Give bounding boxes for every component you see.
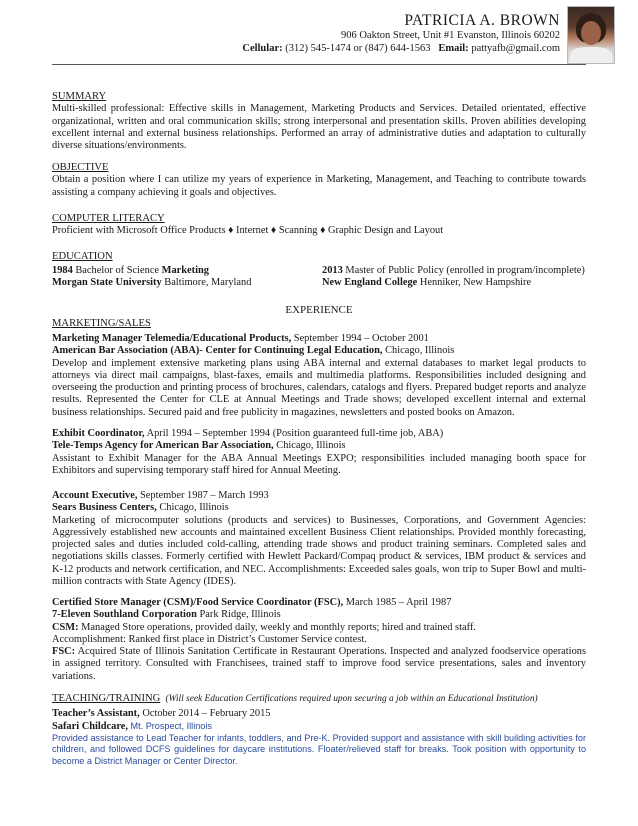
marketing-heading: MARKETING/SALES [52, 318, 151, 329]
job-description: Assistant to Exhibit Manager for the ABA Annual Meetings EXPO; responsibilities included managing booth space for Exhibitors and supervising temporary staff hired for Annual Meeting. [52, 452, 586, 476]
summary-heading: SUMMARY [52, 91, 107, 102]
phone-numbers: (312) 545-1474 or (847) 644-1563 [285, 43, 431, 54]
objective-text: Obtain a position where I can utilize my years of experience in Marketing, Management, and Teaching to contribute towards assisting a company achieving it goals and objectives. [52, 174, 586, 198]
header-divider [52, 64, 586, 65]
computer-literacy-text: Proficient with Microsoft Office Products ♦ Internet ♦ Scanning ♦ Graphic Design and Layout [52, 225, 444, 237]
email-label: Email: [438, 43, 469, 54]
marketing-section [52, 318, 586, 330]
job-description: Develop and implement extensive marketing plans using ABA internal and external databases to market legal products to attorneys via direct mail campaigns, blast-faxes, emails and multimedia platforms. Responsibilities included designing and overseeing the production and printing process of brochures, calendars, catalogs and flyers. Prepared budget reports and analyze results. Represented the Center for CLE at Annual Meetings and Trade shows; developed excellent internal and external business relationships. Secured paid and free publicity in magazines, newsletters and posted books on Amazon. [52, 357, 586, 418]
teaching-section: TEACHING/TRAINING (Will seek Education Certifications required upon securing a job within an Educational Institution) Teacher’s Assistant, October 2014 – February 2015 Safari Childcare, Mt. Prospect, Illinois Provided assistance to Lead Teacher for infants, toddlers, and Pre-K. Provided support and assistance with skill building activities for children, and followed DCFS guidelines for daycare institutions. Floater/relieved staff for breaks. Took position with opportunity to become a District Manager or Center Director. [52, 693, 586, 766]
contact-line [242, 43, 560, 54]
email-address: pattyafb@gmail.com [471, 43, 560, 54]
job-entry: Certified Store Manager (CSM)/Food Service Coordinator (FSC), March 1985 – April 1987 7-Eleven Southland Corporation Park Ridge, Illinois CSM: Managed Store operations, provided daily, weekly and monthly reports; hired and trained staff. Accomplishment: Ranked first place in District’s Customer Service contest. FSC: Acquired State of Illinois Sanitation Certificate in Restaurant Operations. Inspected and analyzed foodservice operations in assigned territory. Consulted with Franchisees, trained staff to improve food service presentations, sales and inventory variations. [52, 597, 586, 682]
education-entry-master: 2013 Master of Public Policy (enrolled in program/incomplete) New England College Henniker, New Hampshire [322, 265, 585, 289]
teaching-heading: TEACHING/TRAINING [52, 693, 161, 704]
teaching-description: Provided assistance to Lead Teacher for infants, toddlers, and Pre-K. Provided support and assistance with skill building activities for children, and followed DCFS guidelines for daycare institutions. Floater/relieved staff for breaks. Took position with opportunity to become a District Manager or Center Director. [52, 732, 586, 766]
cellular-label: Cellular: [242, 43, 283, 54]
objective-heading: OBJECTIVE [52, 162, 109, 173]
job-entry: Account Executive, September 1987 – March 1993 Sears Business Centers, Chicago, Illinois Marketing of microcomputer solutions (products and services) to Businesses, Corporations, and Government Agencies: Aggressively established new accounts and maintained excellent Business Client relationships. Provided monthly forecasting, projected sales and duties included cold-calling, attending trade shows and product training seminars. Completed sales and negotiations skills classes. Formerly certified with Hewlett Packard/Compaq product & services, IBM product & services and K-12 products and network certification, and NEC. Accomplishments: Exceeded sales goals, won trip to Super Bowl and multi-million contracts with State Agency (IDES). [52, 490, 586, 588]
education-section [52, 251, 586, 291]
experience-heading: EXPERIENCE [285, 304, 353, 316]
candidate-name: PATRICIA A. BROWN [404, 12, 560, 29]
job-entry: Exhibit Coordinator, April 1994 – September 1994 (Position guaranteed full-time job, ABA) Tele-Temps Agency for American Bar Association, Chicago, Illinois Assistant to Exhibit Manager for the ABA Annual Meetings EXPO; responsibilities included managing booth space for Exhibitors and supervising temporary staff hired for Annual Meeting. [52, 428, 586, 476]
objective-section [52, 162, 586, 199]
computer-literacy-heading: COMPUTER LITERACY [52, 213, 165, 224]
address: 906 Oakton Street, Unit #1 Evanston, Illinois 60202 [340, 30, 560, 41]
summary-text: Multi-skilled professional: Effective skills in Management, Marketing Products and Services. Detailed orientated, effective organizational, written and oral communication skills; strong interpersonal and presentation skills. Proven abilities developing excellent internal and external business relationships. Performed an array of administrative duties and adaptation to culturally diverse situations/environments. [52, 103, 586, 152]
job-description: Marketing of microcomputer solutions (products and services) to Businesses, Corporations, and Government Agencies: Aggressively established new accounts and maintained excellent Business Client relationships. Provided monthly forecasting, projected sales and duties included cold-calling, attending trade shows and product training seminars. Completed sales and negotiations skills classes. Formerly certified with Hewlett Packard/Compaq product & services, IBM product & services and K-12 products and network certification, and NEC. Accomplishments: Exceeded sales goals, won trip to Super Bowl and multi-million contracts with State Agency (IDES). [52, 514, 586, 588]
teaching-note: (Will seek Education Certifications required upon securing a job within an Educational Institution) [165, 694, 538, 704]
education-heading: EDUCATION [52, 251, 113, 262]
job-entry: Marketing Manager Telemedia/Educational Products, September 1994 – October 2001 American Bar Association (ABA)- Center for Continuing Legal Education, Chicago, Illinois Develop and implement extensive marketing plans using ABA internal and external databases to market legal products to attorneys via direct mail campaigns, blast-faxes, emails and multimedia platforms. Responsibilities included designing and overseeing the production and printing process of brochures, calendars, catalogs and flyers. Prepared budget reports and analyze results. Represented the Center for CLE at Annual Meetings and Trade shows; developed excellent internal and external business relationships. Secured paid and free publicity in magazines, newsletters and posted books on Amazon. [52, 333, 586, 418]
computer-literacy-section [52, 213, 586, 238]
summary-section [52, 91, 586, 152]
education-entry-bachelor: 1984 Bachelor of Science Marketing Morgan State University Baltimore, Maryland [52, 265, 252, 289]
profile-photo [567, 6, 615, 64]
